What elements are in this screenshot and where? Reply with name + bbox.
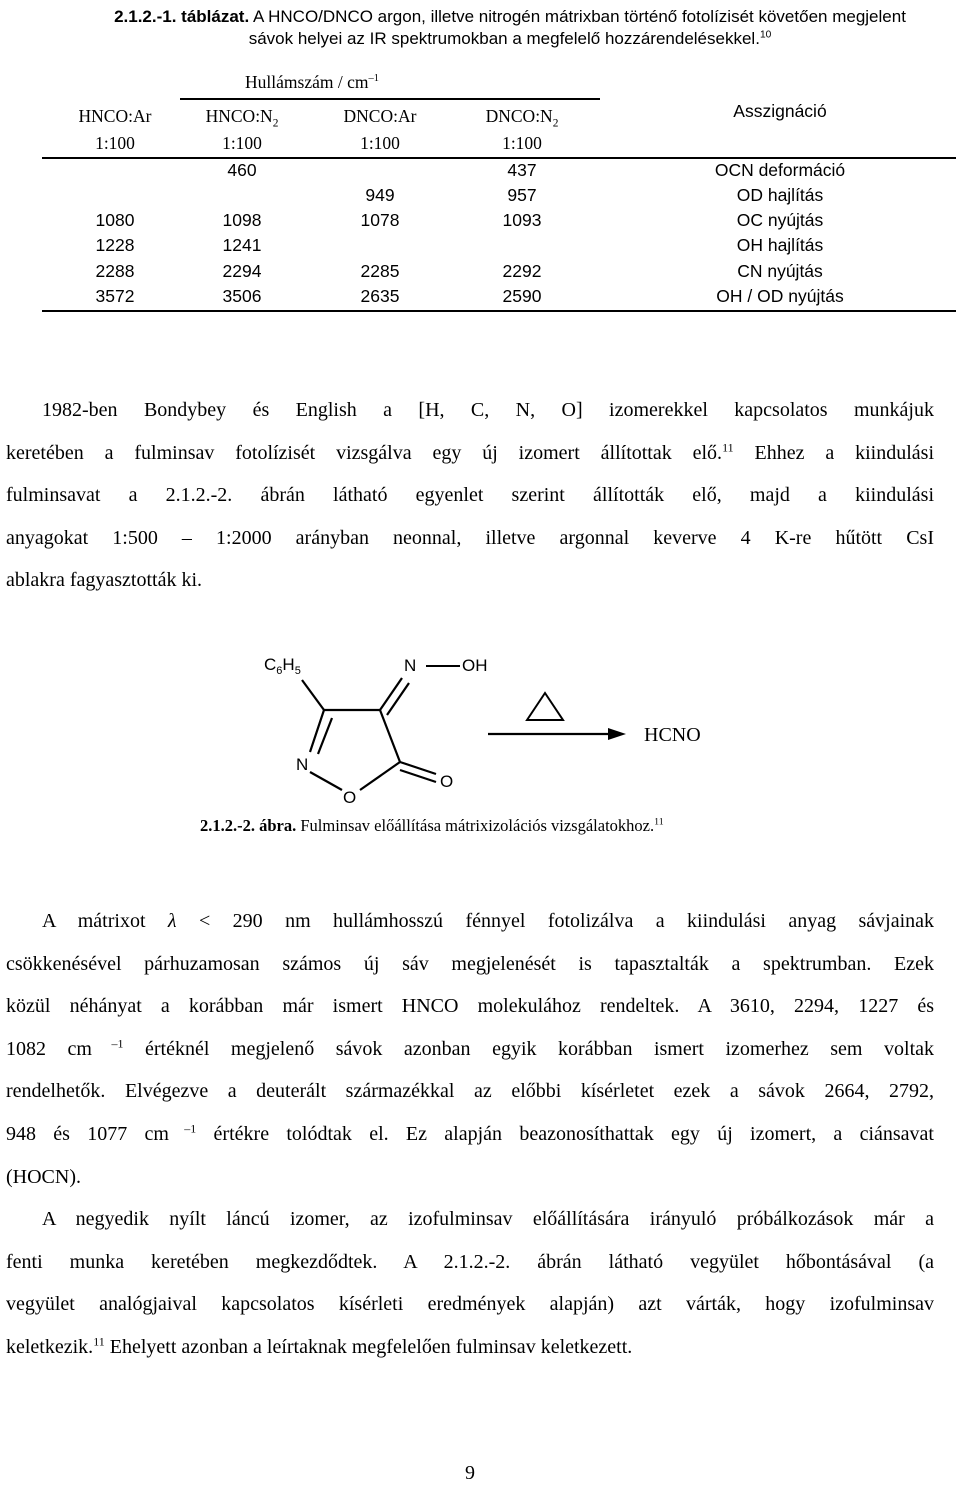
figure-caption (200, 816, 800, 836)
col-ratio: 1:100 (360, 133, 400, 153)
carbonyl-o-label: O (440, 772, 454, 791)
table-cell: 2288 (95, 261, 135, 281)
text-line: fenti munka keretében megkezdődtek. A 2.1.2.-2. ábrán látható vegyület hőbontásával (a (6, 1250, 934, 1273)
text-line: keletkezik.$^{11}$ Ehelyett azonban a leírtaknak megfelelően fulminsav keletkezett. (6, 1334, 633, 1358)
text-line: rendelhetők. Elvégezve a deuterált származékkal az előbbi kísérletet ezek a sávok 2664, 2792, (6, 1080, 934, 1103)
figure-caption-ref: 11 (654, 816, 664, 828)
figure-caption-label: 2.1.2.-2. ábra. (200, 816, 297, 835)
figure-caption-text: Fulminsav előállítása mátrixizolációs vizsgálatokhoz. (296, 816, 655, 835)
text-line: vegyület analógjaival kapcsolatos kísérleti eredmények alapján) azt várták, hogy izofulminsav (6, 1293, 934, 1316)
text-line: csökkenésével párhuzamosan számos új sáv megjelenését is tapasztalták a spektrumban. Ezek (6, 952, 934, 975)
table-cell: 2292 (502, 261, 542, 281)
table-cell: 1093 (502, 210, 542, 230)
col-header-hnco-n2: $HNCO:N_2$ (205, 106, 279, 130)
bond (380, 678, 402, 710)
text-line: anyagokat 1:500 – 1:2000 arányban neonnal, illetve argonnal keverve 4 K-re hűtött CsI (6, 526, 934, 549)
text-line: fulminsavat a 2.1.2.-2. ábrán látható egyenlet szerint állították elő, majd a kiindulási (6, 484, 934, 507)
table-cell: 2294 (222, 261, 262, 281)
col-ratio: 1:100 (222, 133, 262, 153)
paragraph-1 (6, 389, 934, 602)
col-header-dnco-n2: $DNCO:N_2$ (485, 106, 559, 130)
table-cell-assignment: CN nyújtás (737, 261, 823, 281)
molecule-structure (302, 678, 436, 790)
ring-o-label: O (343, 788, 357, 807)
table-caption-ref: 10 (759, 29, 772, 41)
table-caption-text: A HNCO/DNCO argon, illetve nitrogén mátrixban történő fotolízisét követően megjelent sávok helyei az IR spektrumokban a megfelelő hozzárendelésekkel. (248, 7, 906, 48)
table-cell-assignment: OH hajlítás (736, 235, 824, 255)
substituent-label: $C_6H_5$ (264, 655, 301, 677)
table-cell: 3572 (95, 286, 135, 306)
bond (310, 772, 342, 790)
col-ratio: 1:100 (502, 133, 542, 153)
col-header-assignment: Asszignáció (733, 101, 827, 121)
group-header-rule (180, 98, 600, 100)
oxime-n-label: N (404, 656, 417, 675)
bond (380, 710, 400, 762)
table-cell-assignment: OC nyújtás (736, 210, 824, 230)
table-cell-assignment: OD hajlítás (736, 185, 824, 205)
bond (387, 683, 409, 715)
heat-triangle-icon (527, 693, 563, 720)
ring-n-label: N (296, 755, 309, 774)
table-caption-label: 2.1.2.-1. táblázat. (114, 7, 250, 26)
table-cell: 957 (507, 185, 537, 205)
arrow-head-icon (608, 728, 626, 740)
oxime-oh-label: OH (462, 656, 488, 675)
table-cell: 2285 (360, 261, 400, 281)
paragraph-2 (6, 900, 934, 1198)
table-cell: 949 (365, 185, 395, 205)
table-cell: 1228 (95, 235, 135, 255)
table-cell: 460 (227, 160, 257, 180)
table-cell: 1098 (222, 210, 262, 230)
table-cell: 437 (507, 160, 537, 180)
page-number: 9 (465, 1462, 475, 1484)
text-line: keretében a fulminsav fotolízisét vizsgálva egy új izomert állítottak elő.$^{11}$ Ehhez a kiindulási (6, 439, 934, 464)
text-line: közül néhányat a korábban már ismert HNCO molekulához rendeltek. A 3610, 2294, 1227 és (6, 995, 934, 1018)
paragraph-3 (6, 1198, 934, 1368)
header-rule (42, 157, 956, 159)
text-line: 1982-ben Bondybey és English a [H, C, N, O] izomerekkel kapcsolatos munkájuk (42, 399, 934, 421)
text-line: 1082 cm $^{-1}$ értéknél megjelenő sávok azonban egyik korábban ismert izomerhez sem voltak (6, 1036, 935, 1060)
product-label: HCNO (644, 724, 701, 746)
col-header-dnco-ar: DNCO:Ar (343, 106, 417, 126)
text-line: A mátrixot λ < 290 nm hullámhosszú fénnyel fotolizálva a kiindulási anyag sávjainak (42, 910, 935, 932)
text-line: A negyedik nyílt láncú izomer, az izofulminsav előállítására irányuló próbálkozások már a (42, 1208, 934, 1230)
table-cell-assignment: OH / OD nyújtás (716, 286, 844, 306)
col-header-hnco-ar: HNCO:Ar (78, 106, 152, 126)
table-caption (100, 6, 920, 50)
reaction-scheme-figure (240, 640, 780, 820)
table-cell: 2635 (360, 286, 400, 306)
col-ratio: 1:100 (95, 133, 135, 153)
text-line: (HOCN). (6, 1165, 81, 1188)
bond (360, 762, 400, 790)
table-cell: 1078 (360, 210, 400, 230)
text-line: ablakra fagyasztották ki. (6, 569, 203, 592)
table-cell: 1080 (95, 210, 135, 230)
table-cell-assignment: OCN deformáció (714, 160, 846, 180)
table-cell: 3506 (222, 286, 262, 306)
bond (302, 680, 324, 710)
text-line: 948 és 1077 cm $^{-1}$ értékre tolódtak el. Ez alapján beazonosíthattak egy új izomert, a ciánsavat (6, 1121, 934, 1145)
bottom-rule (42, 310, 956, 312)
table-cell: 1241 (222, 235, 262, 255)
table-cell: 2590 (502, 286, 542, 306)
group-header: Hullámszám / $cm^{-1}$ (245, 72, 379, 92)
